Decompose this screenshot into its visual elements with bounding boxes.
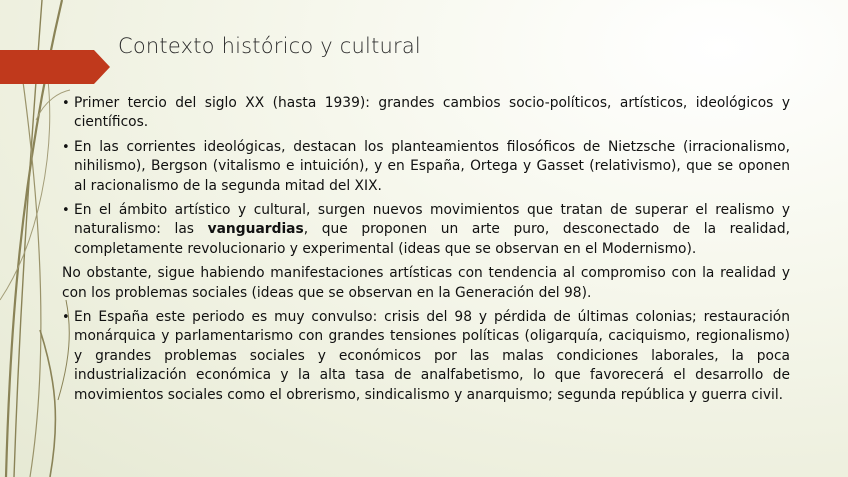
bullet-text-part: , que proponen un arte puro, desconectado de la realidad, completamente revolucionario y experimental (ideas que se observan en el Modernismo). [74, 221, 790, 257]
bullet-item [62, 201, 790, 259]
bullet-text: En España este periodo es muy convulso: crisis del 98 y pérdida de últimas colonias; restauración monárquica y parlamentarismo con grandes tensiones políticas (oligarquía, caciquismo, regionalismo) y grandes problemas sociales y económicos por las malas condiciones laborales, la poca industrialización económica y la alta tasa de analfabetismo, lo que favorecerá el desarrollo de movimientos sociales como el obrerismo, sindicalismo y anarquismo; segunda república y guerra civil. [74, 309, 790, 403]
stem-line [40, 330, 55, 477]
bullet-text: En las corrientes ideológicas, destacan los planteamientos filosóficos de Nietzsche (irracionalismo, nihilismo), Bergson (vitalismo e intuición), y en España, Ortega y Gasset (relativismo), que se oponen al racionalismo de la segunda mitad del XIX. [74, 138, 790, 194]
bullet-marker: • [62, 139, 70, 155]
bullet-item [62, 138, 790, 196]
bullet-marker: • [62, 96, 70, 111]
slide-title: Contexto histórico y cultural [118, 34, 421, 58]
bullet-text [74, 202, 790, 257]
title-arrow-shape [0, 50, 110, 84]
slide-body [62, 94, 790, 410]
stem-line [6, 0, 62, 477]
bullet-marker: • [62, 310, 70, 326]
stem-line [14, 0, 42, 477]
stem-line [0, 80, 50, 300]
bullet-item [62, 308, 790, 405]
note-paragraph: No obstante, sigue habiendo manifestaciones artísticas con tendencia al compromiso con la realidad y con los problemas sociales (ideas que se observan en la Generación del 98). [62, 265, 790, 301]
bullet-item [62, 94, 790, 133]
bullet-marker: • [62, 203, 70, 219]
stem-line [20, 60, 41, 477]
bullet-text-part: En el ámbito artístico y cultural, surgen nuevos movimientos que tratan de superar el realismo y naturalismo: las [74, 202, 790, 238]
bullet-text: Primer tercio del siglo XX (hasta 1939): grandes cambios socio-políticos, artísticos, ideológicos y científicos. [74, 95, 790, 131]
bold-term: vanguardias [207, 221, 304, 238]
